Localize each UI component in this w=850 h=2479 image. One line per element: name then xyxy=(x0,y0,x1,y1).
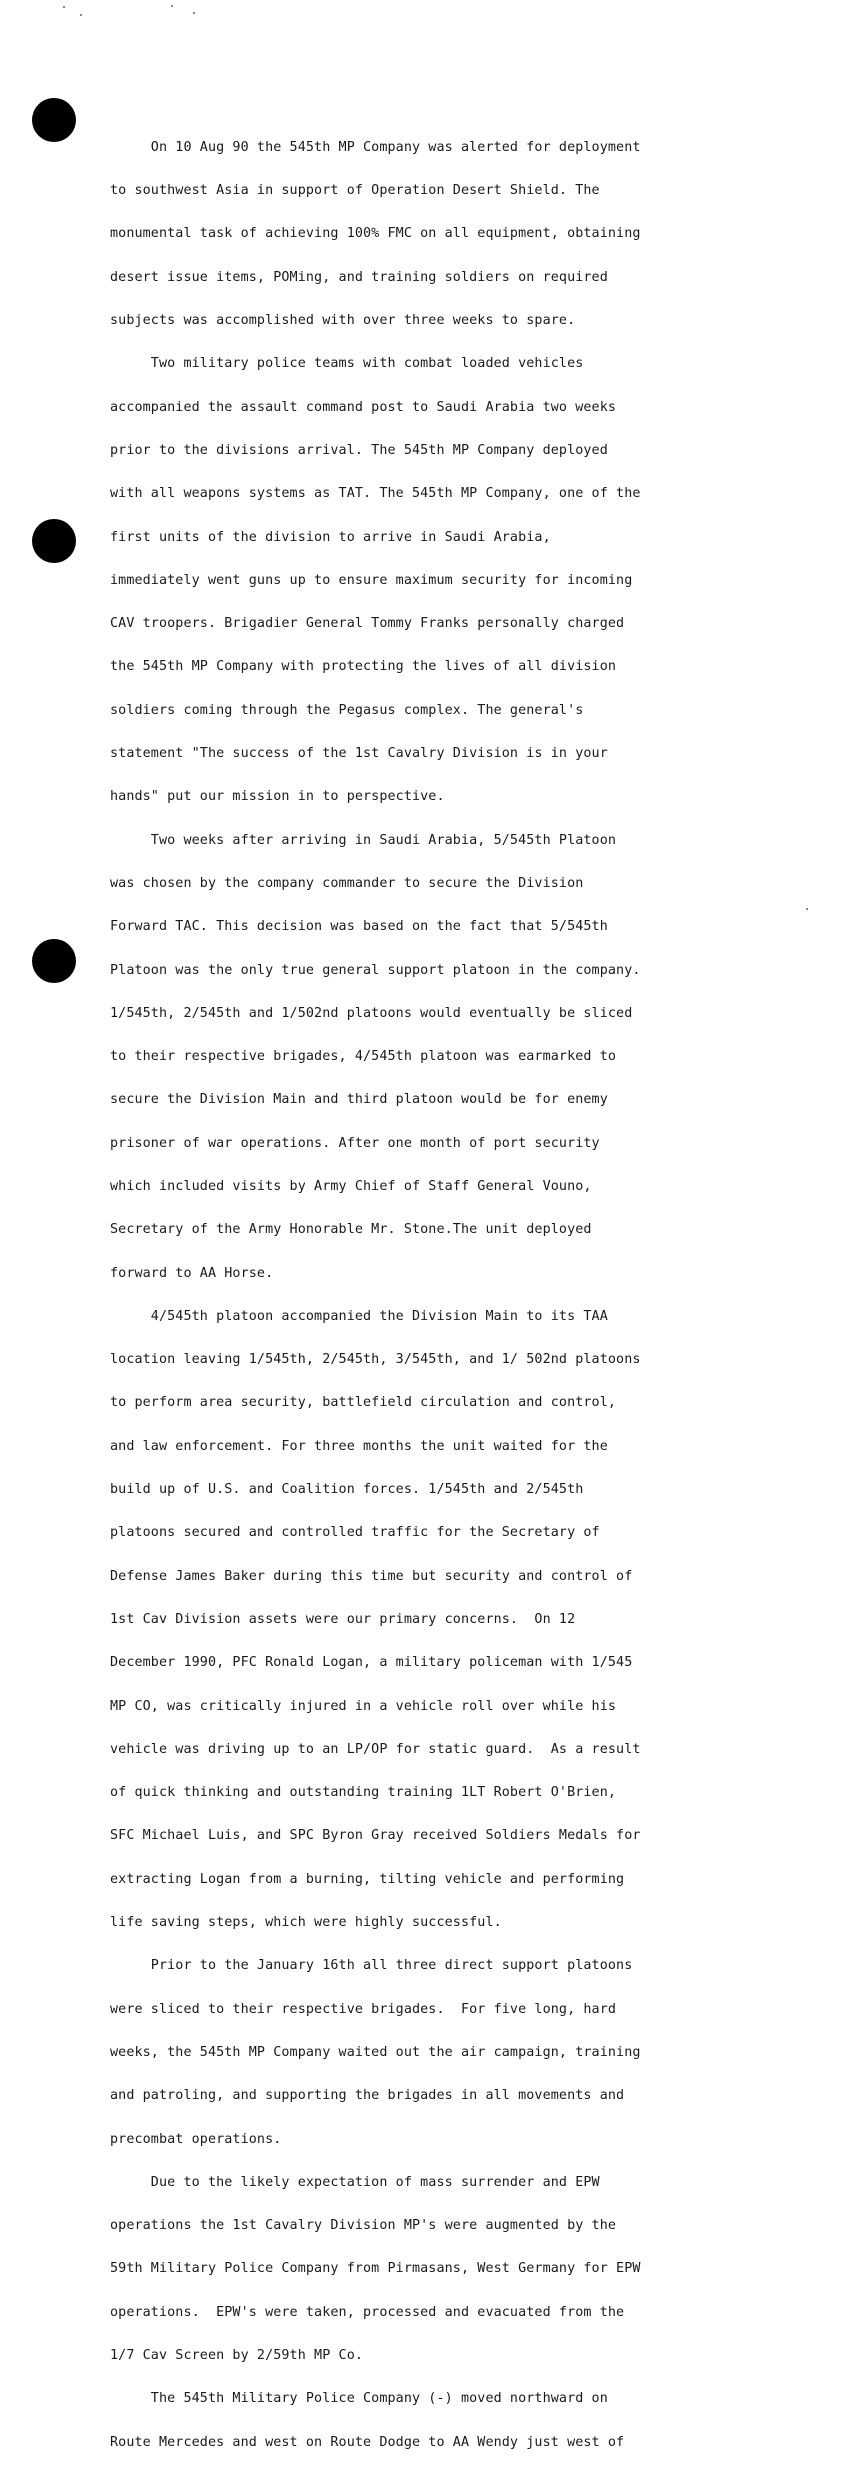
text-line: immediately went guns up to ensure maximum security for incoming xyxy=(110,572,633,588)
text-line: Platoon was the only true general support platoon in the company. xyxy=(110,962,641,978)
document-body-text xyxy=(110,112,780,2479)
scan-speck xyxy=(806,908,808,910)
text-line: to perform area security, battlefield circulation and control, xyxy=(110,1395,617,1411)
text-line: operations. EPW's were taken, processed and evacuated from the xyxy=(110,2304,625,2320)
text-line: and patroling, and supporting the brigades in all movements and xyxy=(110,2088,625,2104)
scan-speck xyxy=(80,14,82,16)
punch-hole-top xyxy=(32,98,76,142)
text-line: platoons secured and controlled traffic for the Secretary of xyxy=(110,1525,600,1541)
text-line: Due to the likely expectation of mass surrender and EPW xyxy=(110,2174,600,2190)
text-line: was chosen by the company commander to secure the Division xyxy=(110,875,584,891)
text-line: build up of U.S. and Coalition forces. 1/545th and 2/545th xyxy=(110,1482,584,1498)
text-line: Two weeks after arriving in Saudi Arabia, 5/545th Platoon xyxy=(110,832,617,848)
text-line: vehicle was driving up to an LP/OP for static guard. As a result xyxy=(110,1741,641,1757)
punch-hole-bottom xyxy=(32,939,76,983)
text-line: subjects was accomplished with over three weeks to spare. xyxy=(110,313,576,329)
text-line: life saving steps, which were highly successful. xyxy=(110,1915,502,1931)
text-line: which included visits by Army Chief of Staff General Vouno, xyxy=(110,1179,592,1194)
text-line: 1/7 Cav Screen by 2/59th MP Co. xyxy=(110,2348,364,2364)
text-line: 1/545th, 2/545th and 1/502nd platoons would eventually be sliced xyxy=(110,1005,633,1021)
text-line: precombat operations. xyxy=(110,2131,282,2147)
text-line: secure the Division Main and third platoon would be for enemy xyxy=(110,1092,608,1108)
text-line: Two military police teams with combat loaded vehicles xyxy=(110,356,584,372)
text-line: with all weapons systems as TAT. The 545th MP Company, one of the xyxy=(110,486,641,502)
text-line: 59th Military Police Company from Pirmasans, West Germany for EPW xyxy=(110,2261,641,2277)
text-line: location leaving 1/545th, 2/545th, 3/545th, and 1/ 502nd platoons xyxy=(110,1352,641,1368)
text-line: prisoner of war operations. After one month of port security xyxy=(110,1135,600,1151)
text-line: Forward TAC. This decision was based on the fact that 5/545th xyxy=(110,919,608,935)
text-line: SFC Michael Luis, and SPC Byron Gray received Soldiers Medals for xyxy=(110,1828,641,1844)
scan-speck xyxy=(193,12,195,14)
text-line: soldiers coming through the Pegasus complex. The general's xyxy=(110,702,584,718)
scan-speck xyxy=(63,6,65,8)
text-line: were sliced to their respective brigades. For five long, hard xyxy=(110,2001,617,2017)
text-line: accompanied the assault command post to Saudi Arabia two weeks xyxy=(110,399,617,415)
text-line: Secretary of the Army Honorable Mr. Stone.The unit deployed xyxy=(110,1222,592,1238)
text-line: weeks, the 545th MP Company waited out the air campaign, training xyxy=(110,2044,641,2060)
text-line: statement "The success of the 1st Cavalry Division is in your xyxy=(110,746,608,762)
text-line: Route Mercedes and west on Route Dodge to AA Wendy just west of xyxy=(110,2434,625,2450)
punch-hole-middle xyxy=(32,519,76,563)
text-line: and law enforcement. For three months the unit waited for the xyxy=(110,1438,608,1454)
text-line: Defense James Baker during this time but security and control of xyxy=(110,1568,633,1584)
text-line: On 10 Aug 90 the 545th MP Company was alerted for deployment xyxy=(110,139,641,155)
scan-speck xyxy=(171,5,173,7)
text-line: hands" put our mission in to perspective. xyxy=(110,789,445,805)
text-line: extracting Logan from a burning, tilting vehicle and performing xyxy=(110,1871,625,1887)
text-line: desert issue items, POMing, and training soldiers on required xyxy=(110,269,608,285)
text-line: 4/545th platoon accompanied the Division Main to its TAA xyxy=(110,1308,608,1324)
text-line: to their respective brigades, 4/545th platoon was earmarked to xyxy=(110,1049,617,1065)
text-line: prior to the divisions arrival. The 545th MP Company deployed xyxy=(110,442,608,458)
text-line: CAV troopers. Brigadier General Tommy Franks personally charged xyxy=(110,616,625,632)
text-line: operations the 1st Cavalry Division MP's were augmented by the xyxy=(110,2218,617,2234)
text-line: MP CO, was critically injured in a vehicle roll over while his xyxy=(110,1698,617,1714)
text-line: of quick thinking and outstanding training 1LT Robert O'Brien, xyxy=(110,1785,617,1801)
text-line: The 545th Military Police Company (-) moved northward on xyxy=(110,2391,608,2407)
text-line: forward to AA Horse. xyxy=(110,1265,274,1281)
text-line: monumental task of achieving 100% FMC on all equipment, obtaining xyxy=(110,226,641,242)
text-line: to southwest Asia in support of Operation Desert Shield. The xyxy=(110,183,600,199)
text-line: 1st Cav Division assets were our primary concerns. On 12 xyxy=(110,1611,576,1627)
text-line: December 1990, PFC Ronald Logan, a military policeman with 1/545 xyxy=(110,1655,633,1671)
text-line: first units of the division to arrive in Saudi Arabia, xyxy=(110,529,551,545)
text-line: the 545th MP Company with protecting the lives of all division xyxy=(110,659,617,675)
text-line: Prior to the January 16th all three direct support platoons xyxy=(110,1958,633,1974)
